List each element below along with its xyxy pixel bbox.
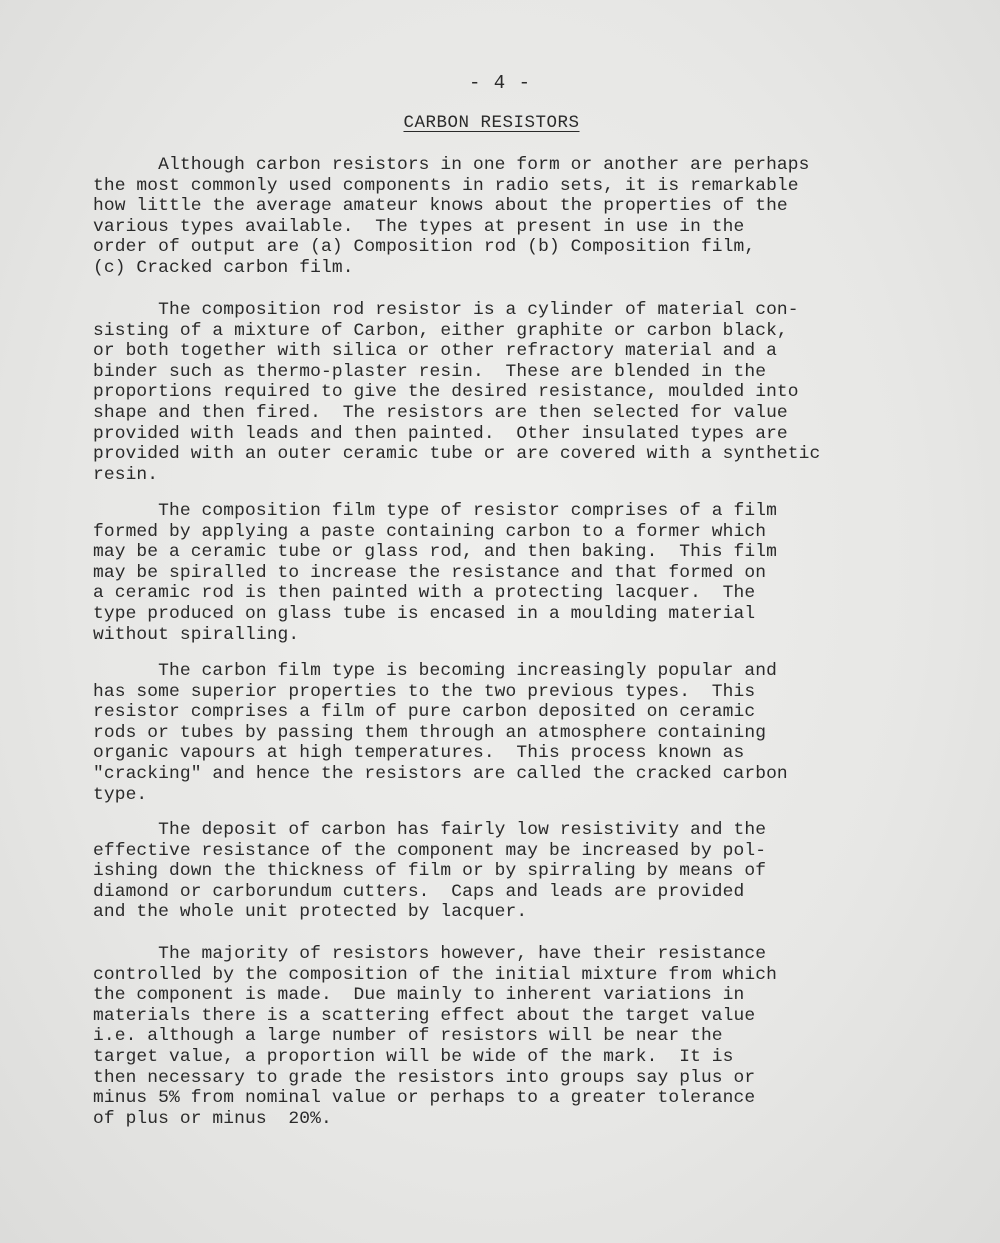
title-text: CARBON RESISTORS <box>403 113 580 133</box>
paragraph-composition-rod: The composition rod resistor is a cylinder of material con- sisting of a mixture of Carbon, either graphite or carbon black, or both together with silica or other refractory material and a binder such as thermo-plaster resin. These are blended in the proportions required to give the desired resistance, moulded into shape and then fired. The resistors are then selected for value provided with leads and then painted. Other insulated types are provided with an outer ceramic tube or are covered with a synthetic resin. <box>93 300 821 485</box>
paragraph-composition-film: The composition film type of resistor comprises of a film formed by applying a paste containing carbon to a former which may be a ceramic tube or glass rod, and then baking. This film may be spiralled to increase the resistance and that formed on a ceramic rod is then painted with a protecting lacquer. The type produced on glass tube is encased in a moulding material without spiralling. <box>93 501 777 645</box>
page-title <box>0 113 983 133</box>
paragraph-deposit: The deposit of carbon has fairly low resistivity and the effective resistance of the component may be increased by pol- ishing down the thickness of film or by spirraling by means of diamond or carborundum cutters. Caps and leads are provided and the whole unit protected by lacquer. <box>93 820 767 923</box>
paragraph-carbon-film: The carbon film type is becoming increasingly popular and has some superior properties to the two previous types. This resistor comprises a film of pure carbon deposited on ceramic rods or tubes by passing them through an atmosphere containing organic vapours at high temperatures. This process known as "cracking" and hence the resistors are called the cracked carbon type. <box>93 661 788 805</box>
paragraph-tolerance: The majority of resistors however, have their resistance controlled by the composition of the initial mixture from which the component is made. Due mainly to inherent variations in materials there is a scattering effect about the target value i.e. although a large number of resistors will be near the target value, a proportion will be wide of the mark. It is then necessary to grade the resistors into groups say plus or minus 5% from nominal value or perhaps to a greater tolerance of plus or minus 20%. <box>93 944 777 1129</box>
page-number: - 4 - <box>468 72 531 94</box>
paragraph-intro: Although carbon resistors in one form or another are perhaps the most commonly used components in radio sets, it is remarkable how little the average amateur knows about the properties of the various types available. The types at present in use in the order of output are (a) Composition rod (b) Composition film, (c) Cracked carbon film. <box>93 155 810 278</box>
